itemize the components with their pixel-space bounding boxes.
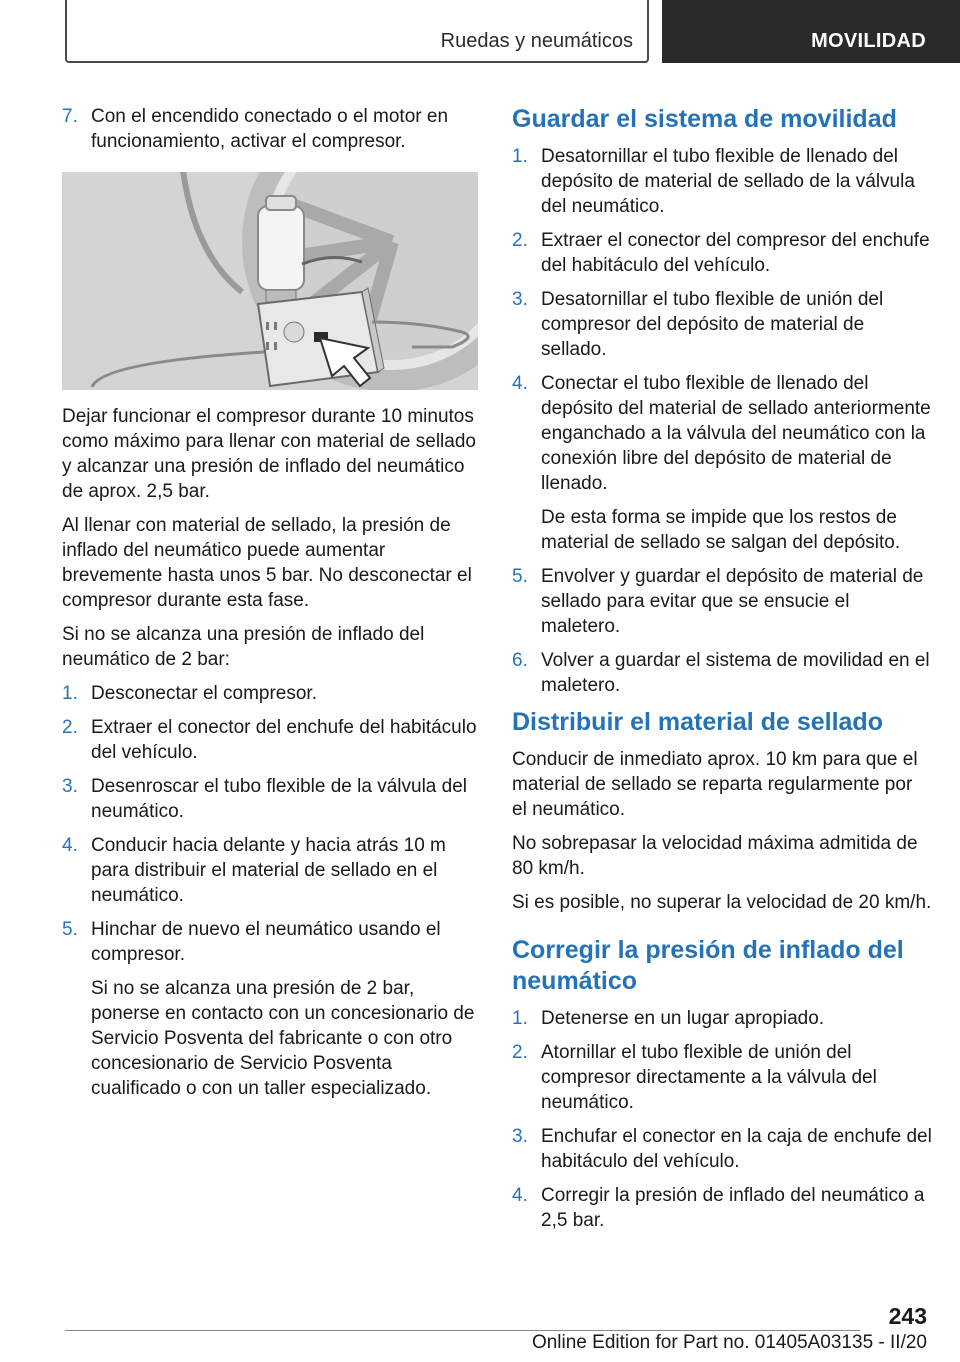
list-item-note: De esta forma se impide que los restos de material de sellado se salgan del depósito. [541, 507, 901, 553]
list-item: 6. Volver a guardar el sistema de movilidad en el maletero. [512, 650, 930, 696]
compressor-image [62, 172, 478, 390]
paragraph: Conducir de inmediato aprox. 10 km para que el material de sellado se reparta regularmente por el neumático. [512, 749, 918, 820]
step-list-continued [62, 104, 482, 154]
list-item-note: Si no se alcanza una presión de 2 bar, ponerse en contacto con un concesionario de Servicio Posventa del fabricante o con otro concesionario de Servicio Posventa cualificado o con un taller especializado. [91, 978, 475, 1099]
footer-divider [65, 1330, 860, 1331]
left-column [62, 104, 482, 1110]
list-item: 3. Desatornillar el tubo flexible de unión del compresor del depósito de material de sellado. [512, 289, 884, 360]
chapter-title: MOVILIDAD [811, 30, 926, 52]
step-list [512, 1006, 932, 1233]
list-item: 4. Corregir la presión de inflado del neumático a 2,5 bar. [512, 1185, 925, 1231]
right-column [512, 104, 932, 1242]
list-item: 3. Desenroscar el tubo flexible de la válvula del neumático. [62, 776, 467, 822]
list-item: 5. Hinchar de nuevo el neumático usando el compresor. Si no se alcanza una presión de 2 bar, ponerse en contacto con un concesionario de Servicio Posventa del fabricante o con otro concesionario de Servicio Posventa cualificado o con un taller especializado. [62, 917, 482, 1101]
section-title: Ruedas y neumáticos [440, 30, 633, 52]
list-item: 4. Conducir hacia delante y hacia atrás 10 m para distribuir el material de sellado en el neumático. [62, 835, 446, 906]
list-item: 1. Desconectar el compresor. [62, 683, 317, 704]
heading-store-system: Guardar el sistema de movilidad [512, 105, 897, 133]
header-section-box [65, 0, 649, 63]
heading-distribute-sealant: Distribuir el material de sellado [512, 708, 883, 736]
paragraph: Si no se alcanza una presión de inflado del neumático de 2 bar: [62, 624, 425, 670]
list-item: 7. Con el encendido conectado o el motor en funcionamiento, activar el compresor. [62, 106, 449, 152]
list-item: 2. Extraer el conector del compresor del enchufe del habitáculo del vehículo. [512, 230, 930, 276]
compressor-illustration [62, 172, 478, 390]
list-item: 1. Desatornillar el tubo flexible de llenado del depósito de material de sellado de la válvula del neumático. [512, 146, 915, 217]
paragraph: Dejar funcionar el compresor durante 10 minutos como máximo para llenar con material de sellado y alcanzar una presión de inflado del neumático de aprox. 2,5 bar. [62, 406, 476, 502]
heading-correct-pressure: Corregir la presión de inflado del neumático [512, 936, 904, 995]
list-item: 2. Extraer el conector del enchufe del habitáculo del vehículo. [62, 717, 477, 763]
list-item: 4. Conectar el tubo flexible de llenado del depósito del material de sellado anteriormente enganchado a la válvula del neumático con la conexión libre del depósito de material de llenado. De esta forma se impide que los restos de material de sellado se salgan del depósito. [512, 373, 931, 553]
step-list [62, 681, 482, 1101]
list-item: 1. Detenerse en un lugar apropiado. [512, 1008, 825, 1029]
edition-info: Online Edition for Part no. 01405A03135 - II/20 [531, 1332, 927, 1353]
list-item: 2. Atornillar el tubo flexible de unión del compresor directamente a la válvula del neumático. [512, 1042, 877, 1113]
list-item: 5. Envolver y guardar el depósito de material de sellado para evitar que se ensucie el maletero. [512, 566, 924, 637]
page-number: 243 [888, 1303, 927, 1329]
paragraph: Si es posible, no superar la velocidad de 20 km/h. [512, 892, 932, 913]
chapter-tab [662, 0, 960, 63]
list-item: 3. Enchufar el conector en la caja de enchufe del habitáculo del vehículo. [512, 1126, 932, 1172]
paragraph: No sobrepasar la velocidad máxima admitida de 80 km/h. [512, 833, 918, 879]
step-list [512, 144, 932, 698]
paragraph: Al llenar con material de sellado, la presión de inflado del neumático puede aumentar brevemente hasta unos 5 bar. No desconectar el compresor durante esta fase. [62, 515, 472, 611]
